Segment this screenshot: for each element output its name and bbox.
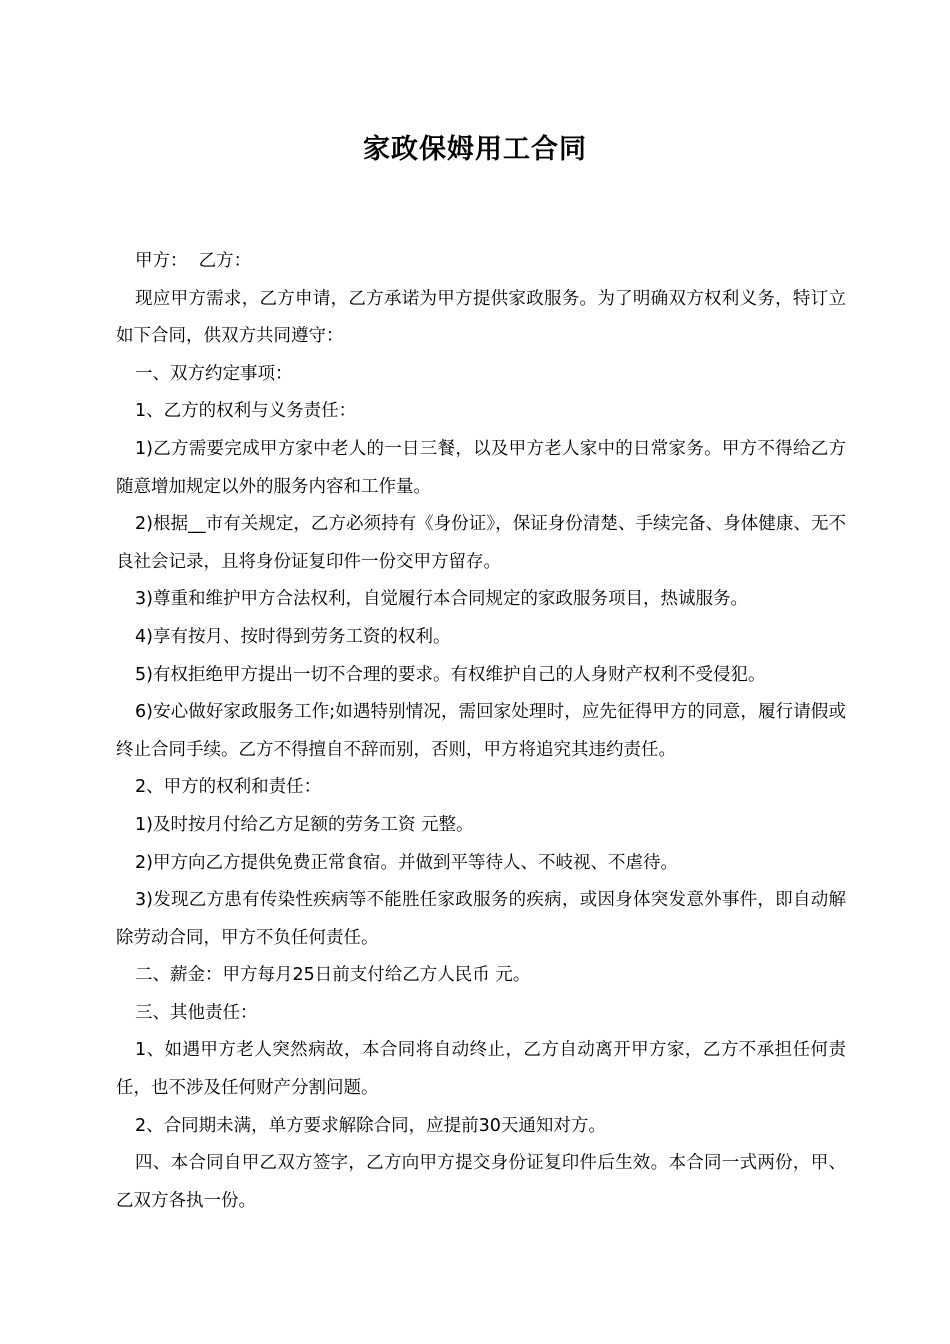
clause-b-1: 1)乙方需要完成甲方家中老人的一日三餐，以及甲方老人家中的日常家务。甲方不得给乙方随意增加规定以外的服务内容和工作量。	[116, 438, 846, 497]
subsection-heading-party-b-duties: 1、乙方的权利与义务责任：	[135, 401, 357, 422]
clause-a-1: 1)及时按月付给乙方足额的劳务工资 元整。	[135, 814, 474, 835]
section-heading-other-duties: 三、其他责任：	[135, 1002, 258, 1023]
clause-b-5: 5)有权拒绝甲方提出一切不合理的要求。有权维护自己的人身财产权利不受侵犯。	[135, 664, 766, 685]
clause-other-2: 2、合同期未满，单方要求解除合同，应提前30天通知对方。	[135, 1115, 606, 1136]
section-effectiveness: 四、本合同自甲乙双方签字，乙方向甲方提交身份证复印件后生效。本合同一式两份，甲、乙双方各执一份。	[116, 1153, 846, 1211]
clause-other-1: 1、如遇甲方老人突然病故，本合同将自动终止，乙方自动离开甲方家，乙方不承担任何责任，也不涉及任何财产分割问题。	[116, 1040, 846, 1099]
preamble-paragraph: 现应甲方需求，乙方申请，乙方承诺为甲方提供家政服务。为了明确双方权利义务，特订立如下合同，供双方共同遵守：	[116, 288, 846, 347]
section-heading-agreed-items: 一、双方约定事项：	[135, 363, 293, 384]
subsection-heading-party-a-duties: 2、甲方的权利和责任：	[135, 777, 322, 798]
section-salary: 二、薪金：甲方每月25日前支付给乙方人民币 元。	[135, 965, 531, 986]
clause-b-4: 4)享有按月、按时得到劳务工资的权利。	[135, 626, 451, 647]
clause-b-2: 2)根据__市有关规定，乙方必须持有《身份证》，保证身份清楚、手续完备、身体健康、无不良社会记录，且将身份证复印件一份交甲方留存。	[116, 514, 846, 572]
clause-a-2: 2)甲方向乙方提供免费正常食宿。并做到平等待人、不岐视、不虐待。	[135, 852, 678, 873]
clause-a-3: 3)发现乙方患有传染性疾病等不能胜任家政服务的疾病，或因身体突发意外事件，即自动解除劳动合同，甲方不负任何责任。	[116, 890, 846, 948]
clause-b-6: 6)安心做好家政服务工作;如遇特别情况，需回家处理时，应先征得甲方的同意，履行请假或终止合同手续。乙方不得擅自不辞而别，否则，甲方将追究其违约责任。	[116, 702, 846, 760]
clause-b-3: 3)尊重和维护甲方合法权利，自觉履行本合同规定的家政服务项目，热诚服务。	[135, 589, 748, 610]
party-line: 甲方： 乙方：	[135, 251, 252, 271]
document-title: 家政保姆用工合同	[363, 134, 587, 165]
contract-body	[116, 243, 846, 1220]
